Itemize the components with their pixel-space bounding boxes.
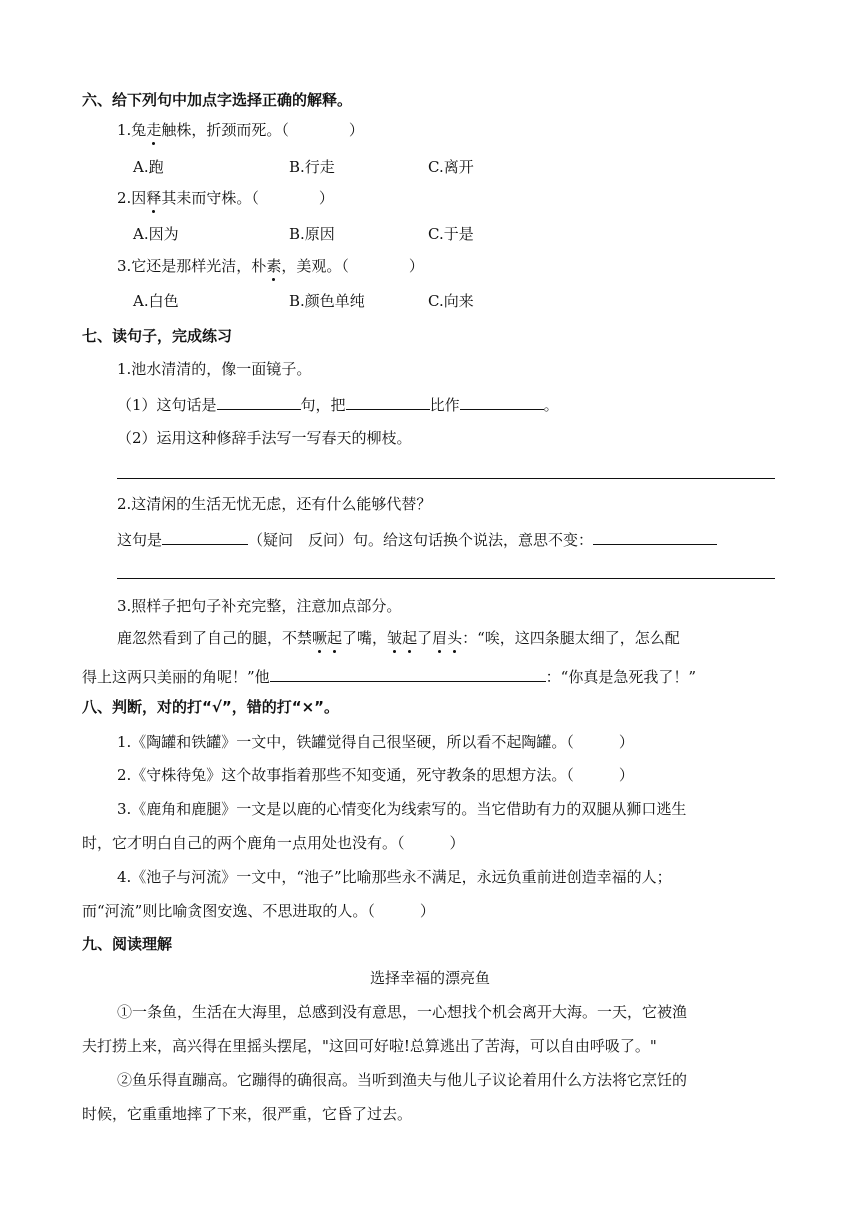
dotted-char: 噘 [312,629,328,647]
q3-prefix: 3.它还是那样光洁，朴 [117,257,267,275]
s7-q1a-prefix: （1）这句话是 [117,396,217,414]
q2-prefix: 2.因 [117,189,147,207]
reading-title: 选择幸福的漂亮鱼 [369,969,490,987]
dotted-char: 释 [146,189,162,207]
dotted-char: 走 [146,121,162,139]
dotted-char: 皱 [387,629,403,647]
dotted-char: 素 [266,257,282,275]
s7-q1a-mid1: 句，把 [300,396,346,414]
dotted-char: 头 [447,629,463,647]
section-7-heading: 七、读句子，完成练习 [82,327,233,345]
s7-q2a-prefix: 这句是 [117,531,163,549]
s6-q3-option-b: B.颜色单纯 [289,292,365,310]
s7-question-2: 2.这清闲的生活无忧无虑，还有什么能够代替？ [117,495,432,513]
s7-q2-answer-row [117,528,717,550]
s6-question-3 [117,256,424,276]
answer-blank[interactable] [460,393,544,410]
s6-q1-option-a: A.跑 [133,158,164,176]
text-segment: 了 [417,629,433,647]
answer-blank[interactable] [346,393,430,410]
reading-paragraph-2-line-2: 时候，它重重地摔了下来，很严重，它昏了过去。 [82,1105,413,1123]
text-segment: ：“你真是急死我了！” [545,668,697,686]
s7-question-1: 1.池水清清的，像一面镜子。 [117,360,312,378]
s7-q2a-mid: （疑问 反问）句。给这句话换个说法，意思不变： [248,531,594,549]
s6-question-2 [117,188,334,208]
s8-question-3-line-1: 3.《鹿角和鹿腿》一文是以鹿的心情变化为线索写的。当它借助有力的双腿从狮口逃生 [117,800,687,818]
s7-q1a-end: 。 [543,396,559,414]
answer-line[interactable] [117,478,775,479]
reading-paragraph-1-line-2: 夫打捞上来，高兴得在里摇头摆尾，"这回可好啦!总算逃出了苦海，可以自由呼吸了。" [82,1037,657,1055]
section-9-heading: 九、阅读理解 [82,935,173,953]
answer-line[interactable] [117,578,775,579]
s8-question-4-line-2: 而“河流”则比喻贪图安逸、不思进取的人。（ ） [82,902,435,920]
q1-suffix: 触株，折颈而死。（ ） [161,121,364,139]
text-segment: 了嘴， [342,629,388,647]
s7-q1-sub-2: （2）运用这种修辞手法写一写春天的柳枝。 [117,429,412,447]
s6-q1-option-c: C.离开 [428,158,474,176]
answer-blank[interactable] [217,393,301,410]
s7-question-3: 3.照样子把句子补充完整，注意加点部分。 [117,597,402,615]
s8-question-1: 1.《陶罐和铁罐》一文中，铁罐觉得自己很坚硬，所以看不起陶罐。（ ） [117,733,634,751]
q2-suffix: 其耒而守株。（ ） [161,189,334,207]
s8-question-4-line-1: 4.《池子与河流》一文中，“池子”比喻那些永不满足，永远负重前进创造幸福的人； [117,868,672,886]
s7-q3-line-2 [82,665,696,687]
s6-q2-option-a: A.因为 [133,225,179,243]
s8-question-2: 2.《守株待兔》这个故事指着那些不知变通，死守教条的思想方法。（ ） [117,766,634,784]
answer-blank[interactable] [162,528,248,545]
reading-paragraph-2-line-1: ②鱼乐得直蹦高。它蹦得的确很高。当听到渔夫与他儿子议论着用什么方法将它烹饪的 [117,1071,688,1089]
answer-blank[interactable] [593,528,717,545]
s6-q2-option-b: B.原因 [289,225,335,243]
s7-q3-line-1 [117,628,680,648]
text-segment: ：“唉，这四条腿太细了，怎么配 [462,629,680,647]
s6-q3-option-a: A.白色 [133,292,179,310]
dotted-char: 起 [402,629,418,647]
dotted-char: 起 [327,629,343,647]
s7-q1a-mid2: 比作 [429,396,460,414]
s8-question-3-line-2: 时，它才明白自己的两个鹿角一点用处也没有。（ ） [82,834,465,852]
reading-paragraph-1-line-1: ①一条鱼，生活在大海里，总感到没有意思，一心想找个机会离开大海。一天，它被渔 [117,1003,688,1021]
s6-q2-option-c: C.于是 [428,225,474,243]
s7-q1-sub-1 [117,393,559,415]
section-8-heading: 八、判断，对的打“√”，错的打“×”。 [82,698,340,716]
text-segment: 得上这两只美丽的角呢！”他 [82,668,270,686]
q3-suffix: ，美观。（ ） [281,257,424,275]
dotted-char: 眉 [432,629,448,647]
s6-q3-option-c: C.向来 [428,292,474,310]
s6-question-1 [117,120,364,140]
section-6-heading: 六、给下列句中加点字选择正确的解释。 [82,91,353,109]
s6-q1-option-b: B.行走 [289,158,335,176]
q1-prefix: 1.兔 [117,121,147,139]
text-segment: 鹿忽然看到了自己的腿，不禁 [117,629,313,647]
answer-blank[interactable] [270,665,546,682]
